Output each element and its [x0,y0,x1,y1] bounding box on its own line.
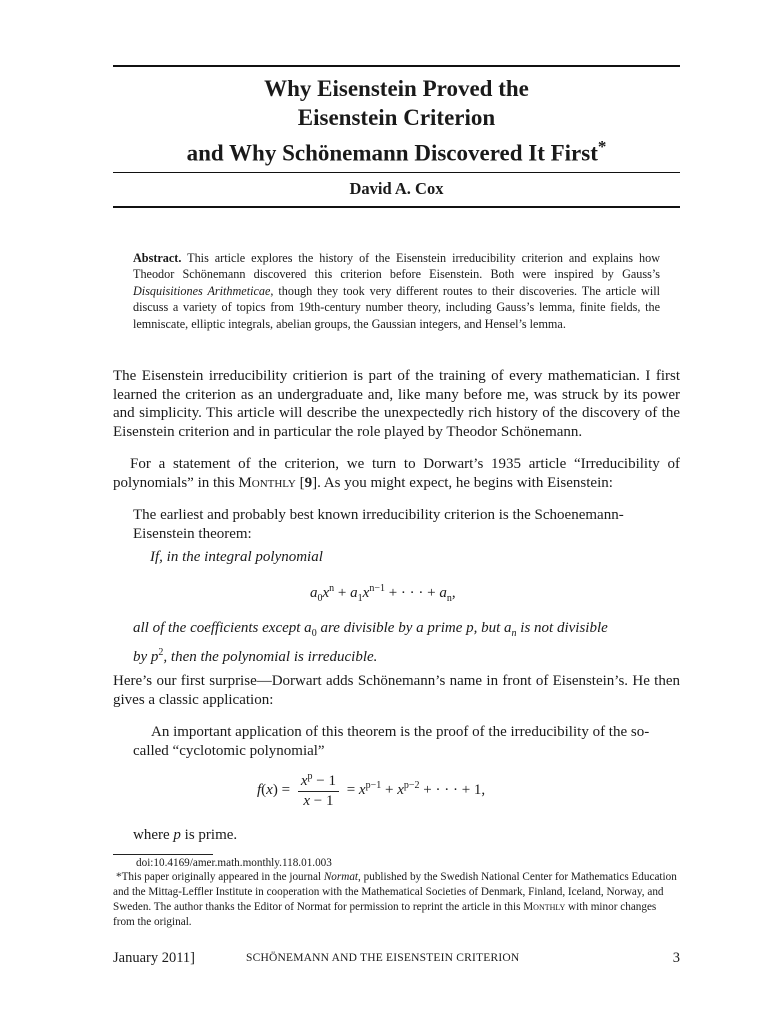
top-rule [113,65,680,67]
author-name: David A. Cox [349,179,444,198]
citation-ref[interactable]: 9 [304,474,313,491]
quote-1-if: If, in the integral polynomial [150,549,323,565]
doi-line[interactable]: doi:10.4169/amer.math.monthly.118.01.003 [136,857,332,869]
equation-polynomial: $a_0x^n + a_1x^{n-1}$ + · · · + $a_n$, [310,583,456,604]
title-line-3: and Why Schönemann Discovered It First* [186,137,607,166]
paragraph-2: For a statement of the criterion, we turn to Dorwart’s 1935 article “Irreducibility of polynomials” in this Monthly [9]. As you might expect, he begins with Eisenstein: [113,456,680,491]
article-title [113,74,680,168]
footer-running-title: SCHÖNEMANN AND THE EISENSTEIN CRITERION [246,952,520,964]
book-title: Disquisitiones Arithmeticae [133,283,271,298]
paragraph-3: Here’s our first surprise—Dorwart adds Schönemann’s name in front of Eisenstein’s. He then gives a classic application: [113,673,680,708]
title-line-1: Why Eisenstein Proved the [264,76,529,101]
quote-2: An important application of this theorem is the proof of the irreducibility of the so-called “cyclotomic polynomial” [133,724,650,759]
footnote-journal: Normat [323,871,359,883]
footnote-text: *This paper originally appeared in the journal Normat, published by the Swedish National Center for Mathematics Education and the Mittag-Leffler Institute in cooperation with the Mathematical Societies of Denmark, Finland, Iceland, Norway, and Sweden. The author thanks the Editor of Normat for permission to reprint the article in this Monthly with minor changes from the original. [113,871,677,928]
quote-1: The earliest and probably best known irreducibility criterion is the Schoenemann-Eisenstein theorem: [133,507,624,542]
title-line-2: Eisenstein Criterion [297,105,496,130]
journal-name: Monthly [238,474,296,491]
footnote-rule [113,854,213,855]
quote-1-condition: all of the coefficients except $a_0$ are divisible by a prime p, but $a_n$ is not divisible by $p^2$, then the polynomial is irreducible. [133,620,608,665]
footer-date: January 2011] [113,950,196,966]
where-clause: where p is prime. [133,827,238,843]
paragraph-1: The Eisenstein irreducibility critierion is part of the training of every mathematician. I first learned the criterion as an undergraduate and, like many before me, was struck by its power and simplicity. This article will describe the unexpectedly rich history of the discovery of the Eisenstein criterion and in particular the role played by Theodor Schönemann. [113,368,680,440]
author-rule [113,206,680,208]
abstract-label: Abstract. [133,251,182,265]
title-rule [113,172,680,173]
abstract: Abstract. This article explores the history of the Eisenstein irreducibility criterion and explains how Theodor Schönemann discovered this criterion before Eisenstein. Both were inspired by Gauss’s Disquisitiones Arithmeticae, though they took very different routes to their discoveries. The article will discuss a variety of topics from 19th-century number theory, including Gauss’s lemma, finite fields, the lemniscate, elliptic integrals, abelian groups, the Gaussian integers, and Hensel’s lemma. [133,251,660,331]
page-number: 3 [672,950,680,966]
title-footnote-mark: * [597,137,607,156]
equation-cyclotomic: f(x) = $\frac{x^p - 1}{x - 1}$ = $x^{p-1} + x^{p-2}$ + · · · + 1, [257,771,486,809]
